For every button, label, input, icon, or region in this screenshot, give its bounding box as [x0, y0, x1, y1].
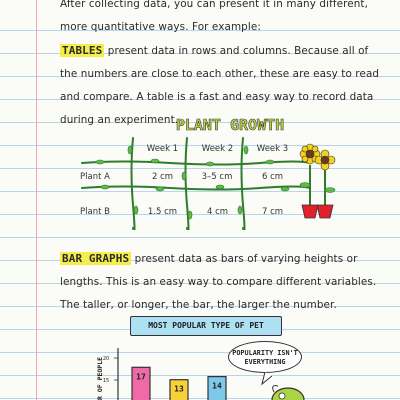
creature-body — [272, 388, 304, 400]
bar-value-label: 17 — [136, 372, 146, 382]
bar-line-1-text: present data as bars of varying heights or — [131, 253, 358, 265]
table-cell: 2 cm — [151, 172, 174, 182]
row-label: Plant A — [80, 172, 110, 182]
tables-line-1-text: present data in rows and columns. Because all of — [104, 45, 369, 57]
tables-keyword: TABLES — [62, 44, 103, 57]
bar-graphs-keyword: BAR GRAPHS — [62, 252, 130, 265]
bar-line-2: lengths. This is an easy way to compare different variables. — [60, 276, 377, 288]
tables-line-2: the numbers are close to each other, these are easy to read — [60, 68, 380, 80]
bar-value-label: 14 — [212, 381, 222, 391]
table-cell: 6 cm — [261, 172, 284, 182]
y-tick-label: 20 — [102, 356, 110, 362]
table-title: PLANT GROWTH — [175, 116, 285, 134]
bubble-tail — [262, 372, 272, 384]
column-header: Week 1 — [146, 144, 179, 154]
table-cell: 1.5 cm — [147, 207, 178, 217]
intro-line-1: After collecting data, you can present it in many different, — [60, 0, 368, 10]
table-cell: 4 cm — [206, 207, 229, 217]
bubble-line-1: POPULARITY ISN'T — [232, 349, 298, 357]
creature-eye — [279, 393, 285, 399]
row-label: Plant B — [80, 207, 110, 217]
tables-line-3: and compare. A table is a fast and easy way to record data — [60, 91, 374, 103]
bar-value-label: 13 — [174, 384, 184, 394]
table-cell: 7 cm — [261, 207, 284, 217]
tables-line-4: during an experiment. — [60, 114, 179, 126]
bar-line-3: The taller, or longer, the bar, the larger the number. — [60, 299, 337, 311]
bubble-line-2: EVERYTHING — [244, 358, 286, 366]
y-axis-label: R OF PEOPLE — [96, 356, 104, 400]
intro-line-2: more quantitative ways. For example: — [60, 21, 261, 33]
chart-title: MOST POPULAR TYPE OF PET — [130, 316, 282, 336]
column-header: Week 3 — [256, 144, 289, 154]
y-tick-label: 15 — [102, 378, 110, 384]
column-header: Week 2 — [201, 144, 234, 154]
table-cell: 3–5 cm — [201, 172, 233, 182]
